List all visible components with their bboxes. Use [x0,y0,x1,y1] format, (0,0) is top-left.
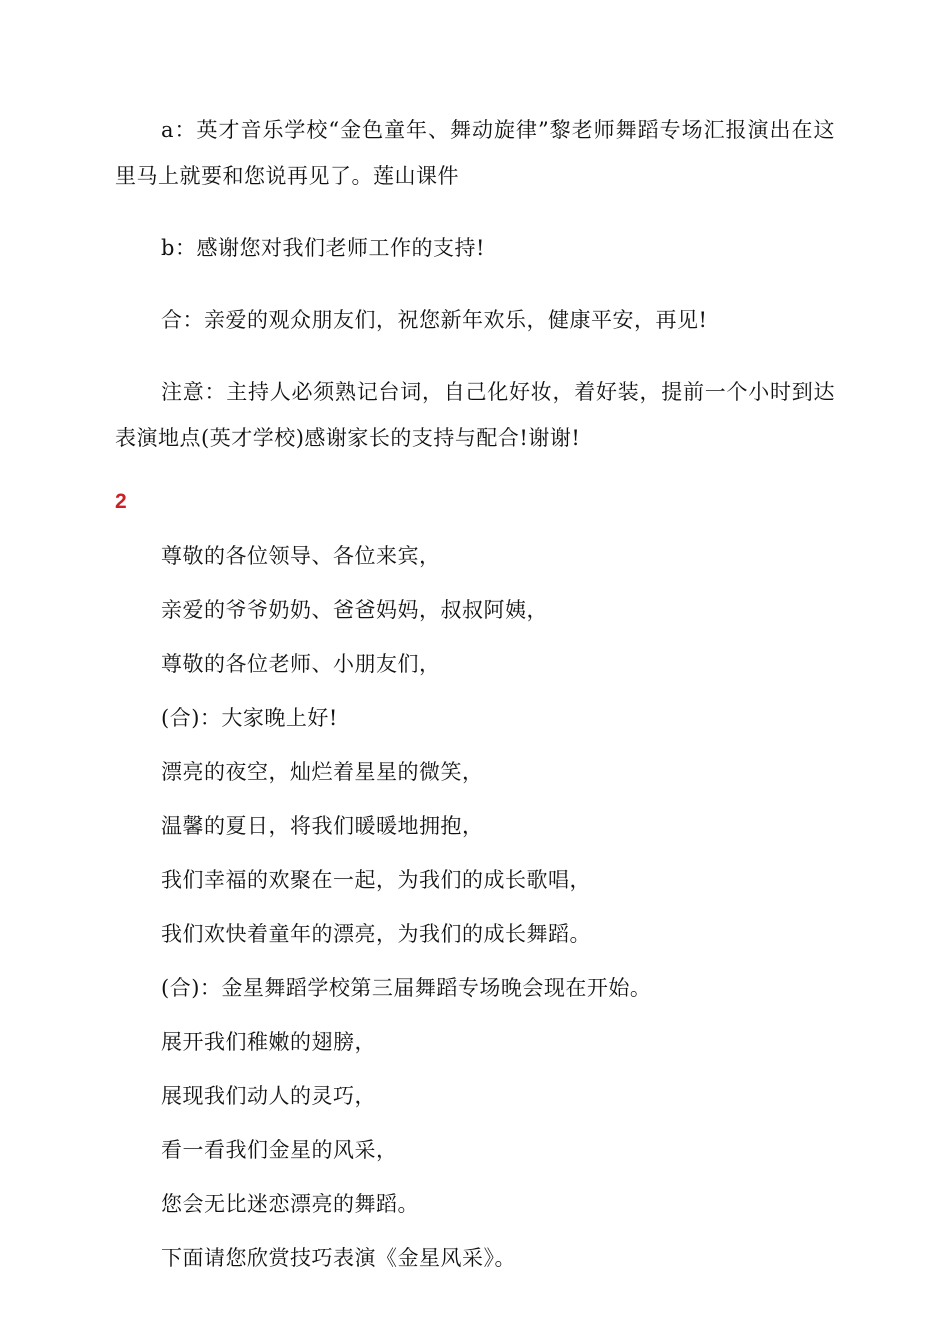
section-number: 2 [115,490,127,513]
script-line: 我们欢快着童年的漂亮，为我们的成长舞蹈。 [161,922,591,946]
document-body [115,107,835,1289]
script-line: 展开我们稚嫩的翅膀， [161,1030,376,1054]
script-line: (合)：金星舞蹈学校第三届舞蹈专场晚会现在开始。 [161,976,652,1000]
paragraph-notice: 注意：主持人必须熟记台词，自己化好妆，着好装，提前一个小时到达表演地点(英才学校)感谢家长的支持与配合!谢谢! [115,380,835,450]
paragraph-closing-b: b：感谢您对我们老师工作的支持! [161,236,485,260]
script-line: 下面请您欣赏技巧表演《金星风采》。 [161,1246,516,1270]
script-line: 我们幸福的欢聚在一起，为我们的成长歌唱， [161,868,591,892]
script-line: 尊敬的各位老师、小朋友们， [161,652,441,676]
script-line: 您会无比迷恋漂亮的舞蹈。 [161,1192,419,1216]
paragraph-closing-a: a：英才音乐学校“金色童年、舞动旋律”黎老师舞蹈专场汇报演出在这里马上就要和您说再见了。莲山课件 [115,118,835,188]
script-line: (合)：大家晚上好! [161,706,338,730]
paragraph-closing-together: 合：亲爱的观众朋友们，祝您新年欢乐，健康平安，再见! [161,308,708,332]
script-line: 尊敬的各位领导、各位来宾， [161,544,441,568]
script-line: 亲爱的爷爷奶奶、爸爸妈妈，叔叔阿姨， [161,598,548,622]
script-line: 漂亮的夜空，灿烂着星星的微笑， [161,760,484,784]
script-line: 看一看我们金星的风采， [161,1138,398,1162]
script-line: 温馨的夏日，将我们暖暖地拥抱， [161,814,484,838]
script-line: 展现我们动人的灵巧， [161,1084,376,1108]
